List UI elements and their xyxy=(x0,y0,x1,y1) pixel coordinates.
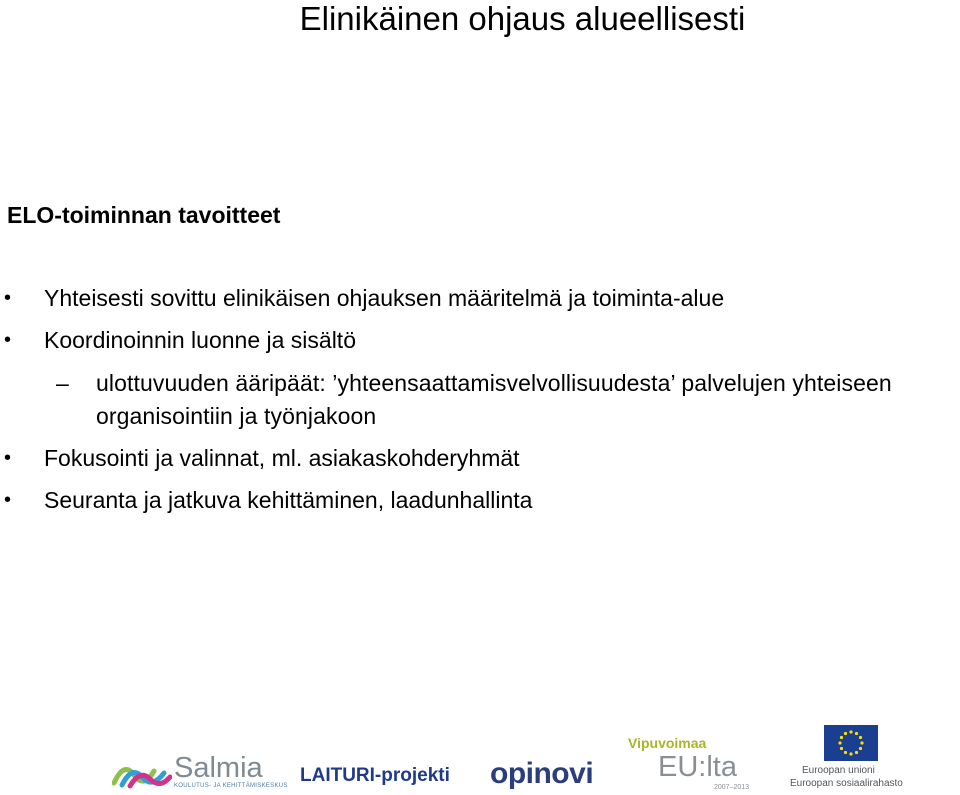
bullet-item xyxy=(0,485,960,527)
dash-icon: – xyxy=(56,370,69,396)
eu-flag-icon xyxy=(824,725,878,761)
bullet-text: Seuranta ja jatkuva kehittäminen, laadunhallinta xyxy=(44,487,533,513)
eu-fund-text: Euroopan sosiaalirahasto xyxy=(790,778,903,789)
bullet-icon: • xyxy=(4,287,12,309)
opinovi-logo: opinovi xyxy=(490,757,594,790)
bullet-item xyxy=(0,443,960,485)
eu-lta-text: EU:lta xyxy=(658,751,737,783)
bullet-icon: • xyxy=(4,489,12,511)
laituri-logo: LAITURI-projekti xyxy=(300,765,450,786)
sub-bullet-item xyxy=(0,367,960,443)
bullet-text: Fokusointi ja valinnat, ml. asiakaskohderyhmät xyxy=(44,445,520,471)
salmia-wordmark: Salmia xyxy=(174,752,263,784)
salmia-tagline: KOULUTUS- JA KEHITTÄMISKESKUS xyxy=(174,783,288,789)
slide-title: Elinikäinen ohjaus alueellisesti xyxy=(299,0,746,37)
vipuvoimaa-text: Vipuvoimaa xyxy=(628,735,707,751)
years-text: 2007–2013 xyxy=(714,784,750,791)
sub-bullet-text: ulottuvuuden ääripäät: ’yhteensaattamisvelvollisuudesta’ palvelujen yhteiseen organisointiin ja työnjakoon xyxy=(96,370,892,429)
eu-logo xyxy=(762,725,912,795)
slide-subtitle: ELO-toiminnan tavoitteet xyxy=(7,202,281,228)
salmia-logo xyxy=(112,752,288,793)
bullet-list xyxy=(0,283,960,527)
vipuvoimaa-logo xyxy=(628,735,758,795)
bullet-icon: • xyxy=(4,329,12,351)
bullet-text: Yhteisesti sovittu elinikäisen ohjauksen määritelmä ja toiminta-alue xyxy=(44,285,725,311)
bullet-icon: • xyxy=(4,447,12,469)
bullet-item xyxy=(0,325,960,367)
salmia-waves-icon xyxy=(112,753,172,789)
bullet-item xyxy=(0,283,960,325)
footer-logos xyxy=(0,715,960,795)
eu-union-text: Euroopan unioni xyxy=(802,765,875,776)
bullet-text: Koordinoinnin luonne ja sisältö xyxy=(44,327,356,353)
